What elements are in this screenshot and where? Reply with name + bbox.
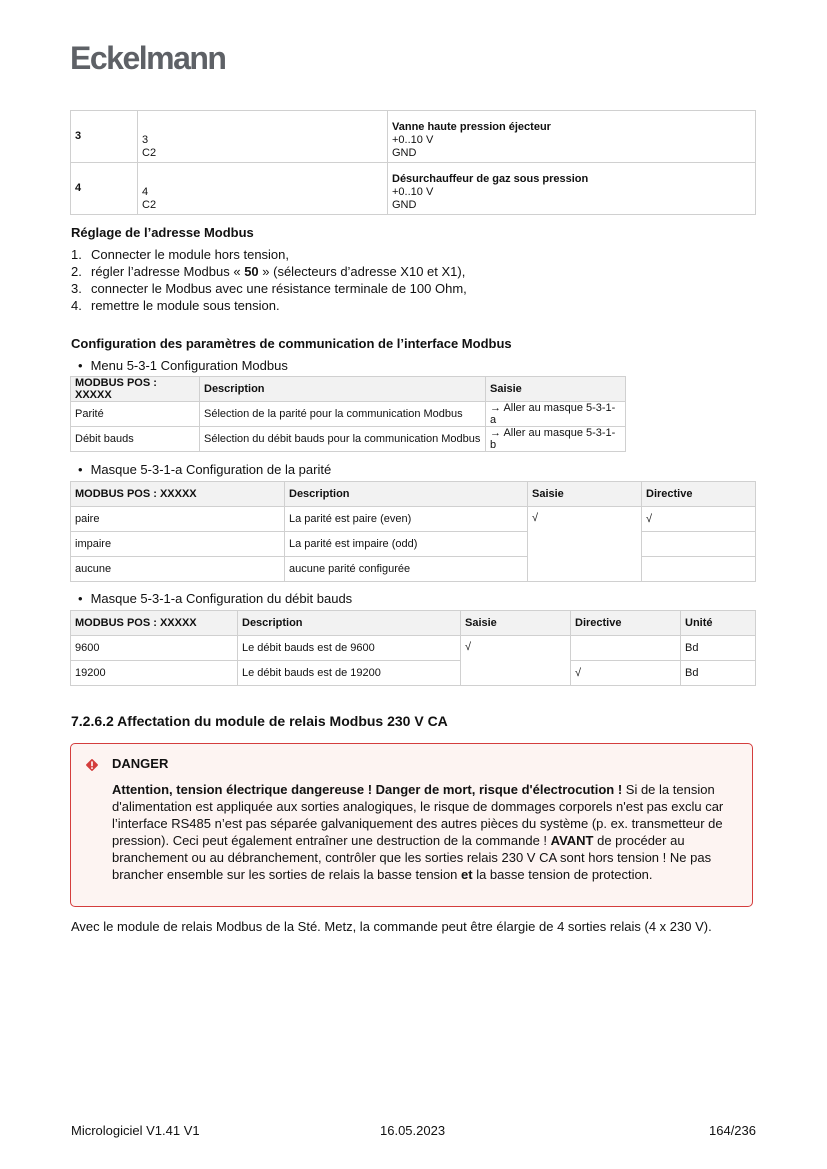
step-number: 3. xyxy=(71,281,82,296)
column-header: Description xyxy=(285,482,528,507)
checkmark-cell xyxy=(642,532,756,557)
step-text: régler l’adresse Modbus « xyxy=(91,264,245,279)
footer-firmware: Micrologiciel V1.41 V1 xyxy=(71,1123,200,1138)
checkmark-cell: √ xyxy=(642,507,756,532)
warning-icon xyxy=(85,758,99,772)
table-row xyxy=(71,636,756,661)
step-text: Connecter le module hors tension, xyxy=(91,247,290,262)
menu-table xyxy=(70,376,626,452)
terminal-b: C2 xyxy=(142,199,157,211)
table-row xyxy=(71,557,756,582)
table-cell: Bd xyxy=(681,661,756,686)
column-header: MODBUS POS : XXXXX xyxy=(71,377,200,402)
menu-label: • Menu 5-3-1 Configuration Modbus xyxy=(78,358,288,373)
danger-title: DANGER xyxy=(112,756,169,771)
column-header: Directive xyxy=(642,482,756,507)
table-cell: 9600 xyxy=(71,636,238,661)
address-value: 50 xyxy=(244,264,259,279)
modbus-address-steps xyxy=(71,246,467,314)
table-header xyxy=(71,482,756,507)
column-header: Unité xyxy=(681,611,756,636)
table-cell: 19200 xyxy=(71,661,238,686)
step-number: 2. xyxy=(71,264,82,279)
table-header xyxy=(71,611,756,636)
table-row xyxy=(71,402,626,427)
function-cell xyxy=(388,163,756,215)
danger-box xyxy=(70,743,753,907)
table-header xyxy=(71,377,626,402)
danger-body: de procéder au branchement ou au débranchement, contrôler que les sorties relais 230 V CA sont hors tension ! Ne pas brancher ensemble sur les sorties de relais la basse tension xyxy=(112,833,712,882)
checkmark-cell: √ xyxy=(571,661,681,686)
function-line2: GND xyxy=(392,147,417,159)
table-cell: Parité xyxy=(71,402,200,427)
list-item xyxy=(71,263,467,280)
checkmark-cell xyxy=(571,636,681,661)
parity-table xyxy=(70,481,756,582)
row-number: 3 xyxy=(71,111,138,163)
list-item xyxy=(71,280,467,297)
terminal-cell xyxy=(138,111,388,163)
terminal-cell xyxy=(138,163,388,215)
column-header: MODBUS POS : XXXXX xyxy=(71,611,238,636)
danger-body: la basse tension de protection. xyxy=(472,867,653,882)
table-row xyxy=(71,427,626,452)
function-line1: +0..10 V xyxy=(392,186,434,198)
terminal-a: 3 xyxy=(142,134,149,146)
column-header: MODBUS POS : XXXXX xyxy=(71,482,285,507)
table-row xyxy=(71,111,756,163)
baud-label: • Masque 5-3-1-a Configuration du débit bauds xyxy=(78,591,352,606)
eckelmann-logo: Eckelmann xyxy=(70,40,226,76)
table-row xyxy=(71,507,756,532)
function-title: Vanne haute pression éjecteur xyxy=(392,121,551,133)
table-cell: → Aller au masque 5-3-1-b xyxy=(486,427,626,452)
table-cell: aucune parité configurée xyxy=(285,557,528,582)
step-text: » (sélecteurs d’adresse X10 et X1), xyxy=(258,264,466,279)
table-cell: La parité est impaire (odd) xyxy=(285,532,528,557)
function-title: Désurchauffeur de gaz sous pression xyxy=(392,173,589,185)
danger-text xyxy=(112,781,737,883)
list-item xyxy=(71,297,467,314)
table-cell: Débit bauds xyxy=(71,427,200,452)
step-number: 4. xyxy=(71,298,82,313)
table-cell: Bd xyxy=(681,636,756,661)
danger-lead: Attention, tension électrique dangereuse ! Danger de mort, risque d'électrocution ! xyxy=(112,782,623,797)
table-cell: Sélection du débit bauds pour la communication Modbus xyxy=(200,427,486,452)
terminal-a: 4 xyxy=(142,186,149,198)
table-cell: paire xyxy=(71,507,285,532)
table-row xyxy=(71,661,756,686)
danger-body: Si de la tension d'alimentation est appliquée aux sorties analogiques, le risque de dommages corporels n'est pas exclu car l’interface RS485 n’est pas séparée galvaniquement des autres pièces du système (p. ex. transmetteur de pression). Ceci peut également entraîner une destruction de la commande ! xyxy=(112,782,724,848)
function-line2: GND xyxy=(392,199,417,211)
column-header: Saisie xyxy=(486,377,626,402)
table-row xyxy=(71,163,756,215)
table-row xyxy=(71,532,756,557)
comm-config-heading: Configuration des paramètres de communication de l’interface Modbus xyxy=(71,336,512,351)
footer-date: 16.05.2023 xyxy=(380,1123,446,1138)
table-cell: La parité est paire (even) xyxy=(285,507,528,532)
footer-page: 164/236 xyxy=(709,1123,756,1138)
column-header: Saisie xyxy=(461,611,571,636)
terminal-b: C2 xyxy=(142,147,157,159)
step-text: remettre le module sous tension. xyxy=(91,298,280,313)
function-line1: +0..10 V xyxy=(392,134,434,146)
checkmark-cell xyxy=(642,557,756,582)
column-header: Description xyxy=(200,377,486,402)
checkmark-cell: √ xyxy=(528,507,642,582)
table-cell: Le débit bauds est de 9600 xyxy=(238,636,461,661)
table-cell: impaire xyxy=(71,532,285,557)
function-cell xyxy=(388,111,756,163)
row-number: 4 xyxy=(71,163,138,215)
danger-et: et xyxy=(461,867,473,882)
relay-paragraph: Avec le module de relais Modbus de la Sté. Metz, la commande peut être élargie de 4 sorties relais (4 x 230 V). xyxy=(71,919,712,934)
step-text: connecter le Modbus avec une résistance terminale de 100 Ohm, xyxy=(91,281,467,296)
danger-avant: AVANT xyxy=(550,833,594,848)
table-cell: Le débit bauds est de 19200 xyxy=(238,661,461,686)
column-header: Saisie xyxy=(528,482,642,507)
table-cell: aucune xyxy=(71,557,285,582)
table-cell: → Aller au masque 5-3-1-a xyxy=(486,402,626,427)
table-cell: Sélection de la parité pour la communication Modbus xyxy=(200,402,486,427)
step-number: 1. xyxy=(71,247,82,262)
column-header: Directive xyxy=(571,611,681,636)
connection-table xyxy=(70,110,756,215)
baud-table xyxy=(70,610,756,686)
checkmark-cell: √ xyxy=(461,636,571,686)
column-header: Description xyxy=(238,611,461,636)
section-heading: 7.2.6.2 Affectation du module de relais Modbus 230 V CA xyxy=(71,713,448,729)
parity-label: • Masque 5-3-1-a Configuration de la parité xyxy=(78,462,331,477)
modbus-address-heading: Réglage de l’adresse Modbus xyxy=(71,225,254,240)
list-item xyxy=(71,246,467,263)
